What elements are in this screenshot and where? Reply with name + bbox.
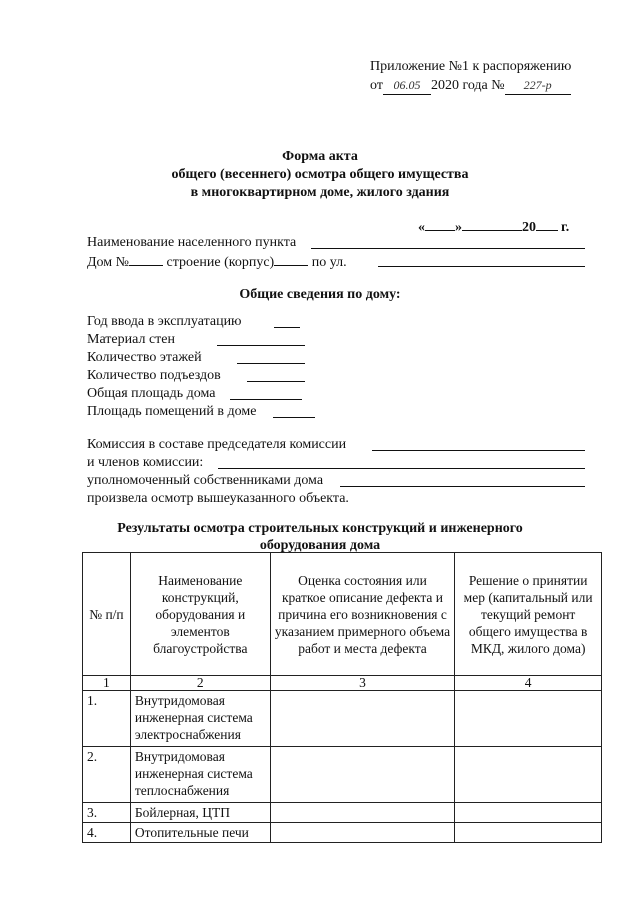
form-title: Форма акта — [282, 149, 358, 164]
field-entrances-label: Количество подъездов — [87, 368, 221, 383]
results-heading-1: Результаты осмотра строительных конструкций и инженерного — [117, 521, 523, 536]
field-area-input[interactable] — [230, 399, 302, 400]
results-heading-2: оборудования дома — [259, 538, 381, 553]
date-suffix: г. — [561, 220, 570, 235]
row-number: 1. — [83, 691, 131, 747]
form-subtitle-2: в многоквартирном доме, жилого здания — [190, 185, 450, 200]
row-assessment-cell[interactable] — [270, 823, 455, 843]
commission-members-field[interactable] — [218, 468, 585, 469]
commission-chair-field[interactable] — [372, 450, 585, 451]
form-subtitle-1: общего (весеннего) осмотра общего имущества — [171, 167, 469, 182]
field-entrances-input[interactable] — [247, 381, 305, 382]
field-premises-input[interactable] — [273, 417, 315, 418]
date-month-field[interactable] — [462, 217, 522, 231]
row-name: Внутридомовая инженерная система электроснабжения — [130, 691, 270, 747]
handwritten-date[interactable]: 06.05 — [383, 76, 431, 95]
row-assessment-cell[interactable] — [270, 691, 455, 747]
field-year-input[interactable] — [274, 327, 300, 328]
house-line — [87, 252, 347, 272]
house-label: Дом № — [87, 255, 129, 270]
general-heading: Общие сведения по дому: — [239, 287, 401, 302]
appendix-label: Приложение №1 к распоряжению — [370, 59, 572, 74]
col-number-2: 2 — [130, 676, 270, 691]
date-close-quote: » — [455, 220, 462, 235]
col-number-3: 3 — [270, 676, 455, 691]
date-day-field[interactable] — [425, 217, 455, 231]
date-open-quote: « — [418, 220, 425, 235]
from-prefix: от — [370, 78, 383, 93]
appendix-date-line — [370, 76, 571, 95]
commission-chair-label: Комиссия в составе председателя комиссии — [87, 437, 347, 452]
col-header-assessment: Оценка состояния или краткое описание дефекта и причина его возникновения с указанием примерного объема работ и места дефекта — [270, 553, 455, 676]
row-name: Внутридомовая инженерная система теплоснабжения — [130, 747, 270, 803]
row-name: Бойлерная, ЦТП — [130, 803, 270, 823]
row-decision-cell[interactable] — [455, 803, 602, 823]
row-number: 2. — [83, 747, 131, 803]
row-decision-cell[interactable] — [455, 823, 602, 843]
date-century: 20 — [522, 220, 536, 235]
field-walls-label: Материал стен — [87, 332, 175, 347]
field-area-label: Общая площадь дома — [87, 386, 216, 401]
row-number: 3. — [83, 803, 131, 823]
results-table — [82, 552, 602, 843]
settlement-field[interactable] — [311, 248, 585, 249]
row-assessment-cell[interactable] — [270, 747, 455, 803]
col-number-4: 4 — [455, 676, 602, 691]
table-row — [83, 803, 602, 823]
settlement-label: Наименование населенного пункта — [87, 235, 297, 250]
col-header-number: № п/п — [83, 553, 131, 676]
street-field[interactable] — [378, 266, 585, 267]
table-row — [83, 823, 602, 843]
col-header-name: Наименование конструкций, оборудования и элементов благоустройства — [130, 553, 270, 676]
handwritten-number[interactable]: 227-р — [505, 76, 571, 95]
row-decision-cell[interactable] — [455, 747, 602, 803]
field-year-label: Год ввода в эксплуатацию — [87, 314, 242, 329]
commission-members-label: и членов комиссии: — [87, 455, 204, 470]
field-premises-label: Площадь помещений в доме — [87, 404, 257, 419]
field-floors-input[interactable] — [237, 363, 305, 364]
row-decision-cell[interactable] — [455, 691, 602, 747]
col-number-1: 1 — [83, 676, 131, 691]
street-label: по ул. — [311, 255, 347, 270]
row-assessment-cell[interactable] — [270, 803, 455, 823]
year-text: 2020 года № — [430, 78, 505, 93]
building-label: строение (корпус) — [166, 255, 275, 270]
house-number-field[interactable] — [129, 252, 163, 266]
col-header-decision: Решение о принятии мер (капитальный или текущий ремонт общего имущества в МКД, жилого дома) — [455, 553, 602, 676]
table-row — [83, 691, 602, 747]
table-row — [83, 747, 602, 803]
table-header-row — [83, 553, 602, 676]
authorized-field[interactable] — [340, 486, 585, 487]
field-floors-label: Количество этажей — [87, 350, 202, 365]
field-walls-input[interactable] — [217, 345, 305, 346]
commission-conclusion: произвела осмотр вышеуказанного объекта. — [87, 491, 349, 506]
row-number: 4. — [83, 823, 131, 843]
date-year-field[interactable] — [536, 217, 558, 231]
column-numbers-row — [83, 676, 602, 691]
row-name: Отопительные печи — [130, 823, 270, 843]
building-field[interactable] — [274, 252, 308, 266]
authorized-label: уполномоченный собственниками дома — [87, 473, 324, 488]
act-date-line — [418, 217, 569, 237]
